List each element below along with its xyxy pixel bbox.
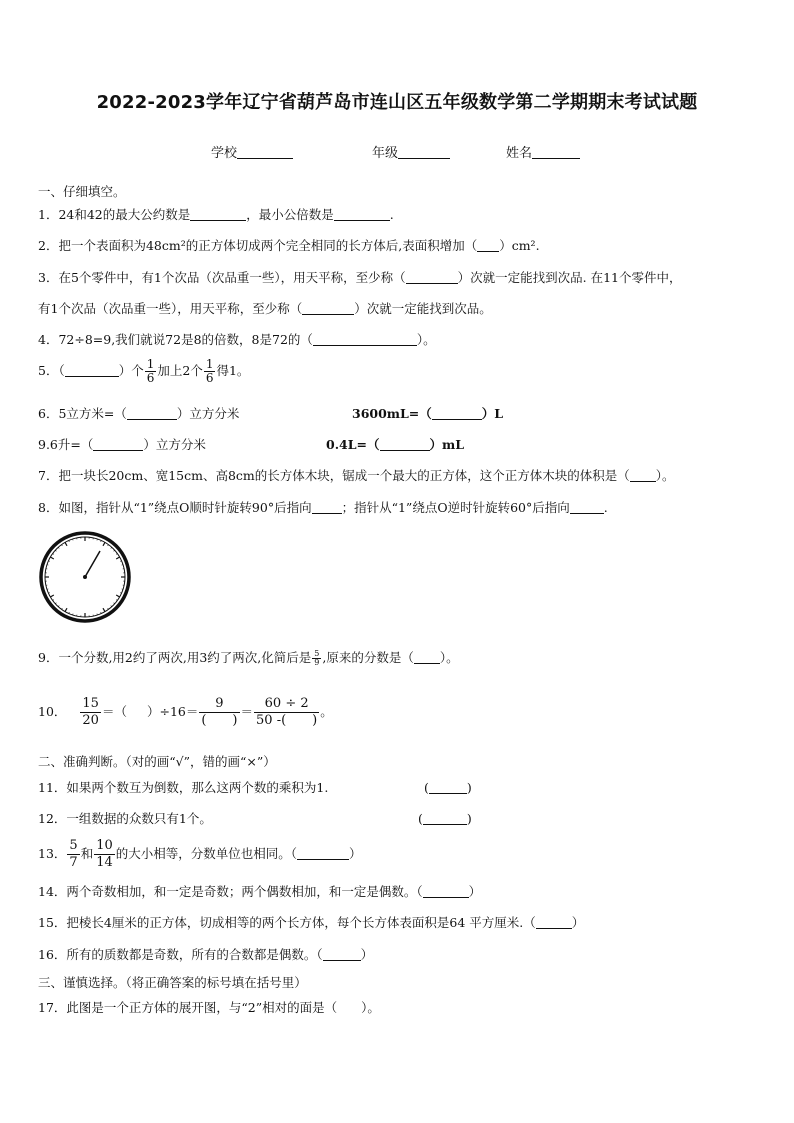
clock-tick	[61, 545, 62, 546]
question-number: 4．	[38, 332, 59, 347]
answer-blank	[190, 208, 246, 221]
clock-tick	[50, 595, 53, 597]
question-number: 10．	[38, 704, 67, 719]
clock-tick	[61, 608, 62, 609]
clock-tick	[50, 557, 53, 559]
fraction	[254, 696, 319, 729]
denominator: 20	[82, 713, 99, 728]
question-text: 的大小相等，分数单位也相同。（	[115, 846, 298, 861]
question-text: ）立方分米	[176, 406, 240, 421]
question-14	[38, 884, 481, 900]
fraction	[67, 838, 79, 871]
question-text: 得1。	[216, 363, 250, 378]
name-blank	[532, 146, 580, 159]
fraction	[94, 838, 115, 871]
question-text: 如果两个数互为倒数，那么这两个数的乘积为1.	[66, 780, 329, 795]
paren-open: (	[418, 811, 423, 826]
answer-blank	[334, 208, 390, 221]
answer-blank	[477, 239, 499, 252]
question-text: ）次就一定能找到次品。	[354, 301, 492, 316]
question-text: ）	[571, 915, 585, 930]
question-6-line-2	[38, 437, 206, 453]
question-text: ；指针从“1”绕点O逆时针旋转60°后指向	[341, 500, 570, 515]
question-6-part-4	[326, 437, 464, 453]
clock-tick	[53, 600, 54, 601]
question-text: ＝（	[101, 704, 127, 719]
clock-tick	[103, 542, 105, 545]
answer-blank	[127, 407, 177, 420]
denominator: 9	[314, 658, 320, 667]
question-text: （	[58, 363, 65, 378]
answer-blank	[414, 651, 440, 664]
question-text: ）÷16＝	[146, 704, 199, 719]
answer-blank	[313, 333, 417, 346]
denominator: ( )	[201, 713, 238, 728]
name-field	[506, 142, 580, 161]
clock-tick	[55, 603, 56, 604]
fraction	[199, 696, 239, 729]
question-15	[38, 915, 584, 931]
grade-label: 年级	[372, 146, 399, 161]
question-text: ）立方分米	[143, 437, 206, 452]
question-number: 6．	[38, 406, 59, 421]
clock-tick	[116, 595, 119, 597]
question-text: 9.6升=（	[38, 437, 94, 452]
question-5	[38, 358, 249, 385]
question-text: ,原来的分数是（	[322, 650, 414, 665]
clock-tick	[116, 553, 117, 554]
question-text: 把一块长20cm、宽15cm、高8cm的长方体木块，锯成一个最大的正方体，这个正方体木块的体积是（	[58, 468, 630, 483]
answer-blank	[423, 885, 469, 898]
question-text: 两个奇数相加，和一定是奇数；两个偶数相加，和一定是偶数。（	[66, 884, 423, 899]
question-text: ）	[349, 846, 362, 861]
numerator: 5	[314, 649, 320, 658]
clock-tick	[53, 553, 54, 554]
question-6	[38, 406, 239, 422]
question-text: 24和42的最大公约数是	[58, 207, 191, 222]
denominator: 14	[96, 855, 113, 870]
clock-figure	[38, 530, 132, 624]
question-text: ）cm².	[499, 238, 540, 253]
question-4	[38, 332, 436, 348]
question-1	[38, 207, 394, 223]
answer-blank	[297, 847, 349, 860]
answer-blank	[323, 948, 361, 961]
question-text: 0.4L=（	[326, 437, 380, 452]
question-text: ）	[360, 947, 374, 962]
clock-tick	[108, 608, 109, 609]
question-number: 13．	[38, 846, 67, 861]
numerator: 10	[96, 838, 113, 853]
clock-tick	[116, 600, 117, 601]
question-text: ）L	[481, 406, 504, 421]
paren-close: )	[466, 811, 472, 826]
grade-blank	[398, 146, 450, 159]
clock-tick	[103, 608, 105, 611]
denominator: 6	[205, 371, 214, 385]
name-label: 姓名	[506, 146, 533, 161]
question-text: 和	[80, 846, 94, 861]
clock-tick	[58, 547, 59, 548]
clock-tick	[58, 606, 59, 607]
numerator: 15	[82, 696, 99, 711]
question-text: ）。	[439, 650, 459, 665]
question-number: 5．	[38, 363, 59, 378]
clock-tick	[108, 545, 109, 546]
clock-tick	[65, 608, 67, 611]
question-3	[38, 270, 681, 286]
fraction	[80, 696, 101, 729]
question-11	[38, 780, 328, 796]
question-text: 72÷8=9,我们就说72是8的倍数，8是72的（	[58, 332, 313, 347]
answer-blank	[65, 364, 119, 377]
numerator: 9	[215, 696, 224, 711]
question-9	[38, 650, 459, 667]
question-number: 1．	[38, 207, 59, 222]
numerator: 60 ÷ 2	[264, 696, 309, 711]
question-2	[38, 238, 540, 254]
question-text: 所有的质数都是奇数，所有的合数都是偶数。（	[66, 947, 323, 962]
question-number: 2．	[38, 238, 59, 253]
question-text: ）。	[361, 1000, 380, 1015]
question-text: ，最小公倍数是	[246, 207, 334, 222]
question-number: 14．	[38, 884, 67, 899]
denominator: 50 -( )	[256, 713, 318, 728]
question-17	[38, 1000, 380, 1016]
question-number: 12．	[38, 811, 67, 826]
question-number: 3．	[38, 270, 59, 285]
answer-blank	[312, 501, 342, 514]
question-12	[38, 811, 212, 827]
question-10	[38, 696, 333, 729]
question-text: 。	[320, 704, 333, 719]
answer-blank	[423, 812, 467, 825]
question-12-answer	[418, 811, 472, 827]
clock-tick	[116, 557, 119, 559]
question-text: ）个	[118, 363, 144, 378]
question-text: 在5个零件中，有1个次品（次品重一些），用天平称，至少称（	[58, 270, 406, 285]
clock-tick	[114, 550, 115, 551]
question-8	[38, 500, 608, 516]
numerator: 5	[69, 838, 78, 853]
question-text: ）mL	[429, 437, 465, 452]
question-number: 7．	[38, 468, 59, 483]
question-number: 16．	[38, 947, 67, 962]
section-heading-1: 一、仔细填空。	[38, 184, 126, 199]
question-text: ）次就一定能找到次品. 在11个零件中，	[457, 270, 682, 285]
page-title: 2022-2023学年辽宁省葫芦岛市连山区五年级数学第二学期期末考试试题	[96, 92, 698, 113]
fraction	[312, 650, 321, 667]
numerator: 1	[205, 357, 214, 371]
answer-blank	[429, 781, 467, 794]
paren-close: )	[466, 780, 472, 795]
question-3-line-2	[38, 301, 492, 317]
question-number: 9．	[38, 650, 59, 665]
clock-tick	[111, 606, 112, 607]
answer-blank	[570, 501, 604, 514]
question-text: 3600mL=（	[352, 406, 432, 421]
paren-open: (	[424, 780, 429, 795]
school-field	[211, 142, 293, 161]
school-blank	[237, 146, 293, 159]
clock-tick	[111, 547, 112, 548]
question-text: 把棱长4厘米的正方体，切成相等的两个长方体，每个长方体表面积是64 平方厘米.（	[66, 915, 536, 930]
answer-blank	[93, 438, 143, 451]
section-heading-2: 二、准确判断。（对的画“√”，错的画“×”）	[38, 754, 276, 769]
question-number: 8．	[38, 500, 59, 515]
section-heading-3: 三、谨慎选择。（将正确答案的标号填在括号里）	[38, 975, 307, 990]
grade-field	[372, 142, 450, 161]
question-text: 5立方米=（	[58, 406, 127, 421]
question-7	[38, 468, 675, 484]
question-text: 把一个表面积为48cm²的正方体切成两个完全相同的长方体后,表面积增加（	[58, 238, 478, 253]
fraction	[145, 358, 157, 385]
answer-blank	[536, 916, 572, 929]
numerator: 1	[146, 357, 155, 371]
question-text: .	[389, 207, 394, 222]
question-text: 有1个次品（次品重一些），用天平称，至少称（	[38, 301, 303, 316]
denominator: 7	[69, 855, 78, 870]
question-text: 如图，指针从“1”绕点O顺时针旋转90°后指向	[58, 500, 312, 515]
clock-hand	[85, 551, 100, 577]
question-text: ）	[468, 884, 482, 899]
answer-blank	[380, 438, 430, 451]
question-number: 17．	[38, 1000, 67, 1015]
question-text: ）。	[655, 468, 675, 483]
answer-blank	[630, 469, 656, 482]
clock-tick	[65, 542, 67, 545]
question-text: 一组数据的众数只有1个。	[66, 811, 212, 826]
clock-center	[83, 575, 87, 579]
clock-tick	[55, 550, 56, 551]
question-16	[38, 947, 373, 963]
question-11-answer	[424, 780, 472, 796]
question-13	[38, 838, 362, 871]
clock-tick	[114, 603, 115, 604]
answer-blank	[406, 271, 458, 284]
question-text: 一个分数,用2约了两次,用3约了两次,化简后是	[58, 650, 312, 665]
school-label: 学校	[211, 146, 238, 161]
question-text: ＝	[240, 704, 254, 719]
question-6-part-2	[352, 406, 503, 422]
answer-blank	[432, 407, 482, 420]
question-text: ）。	[416, 332, 436, 347]
question-number: 11．	[38, 780, 67, 795]
fraction	[204, 358, 216, 385]
answer-blank	[302, 302, 354, 315]
question-text: 此图是一个正方体的展开图，与“2”相对的面是（	[66, 1000, 338, 1015]
question-text: .	[603, 500, 608, 515]
question-text: 加上2个	[157, 363, 203, 378]
question-number: 15．	[38, 915, 67, 930]
denominator: 6	[146, 371, 155, 385]
